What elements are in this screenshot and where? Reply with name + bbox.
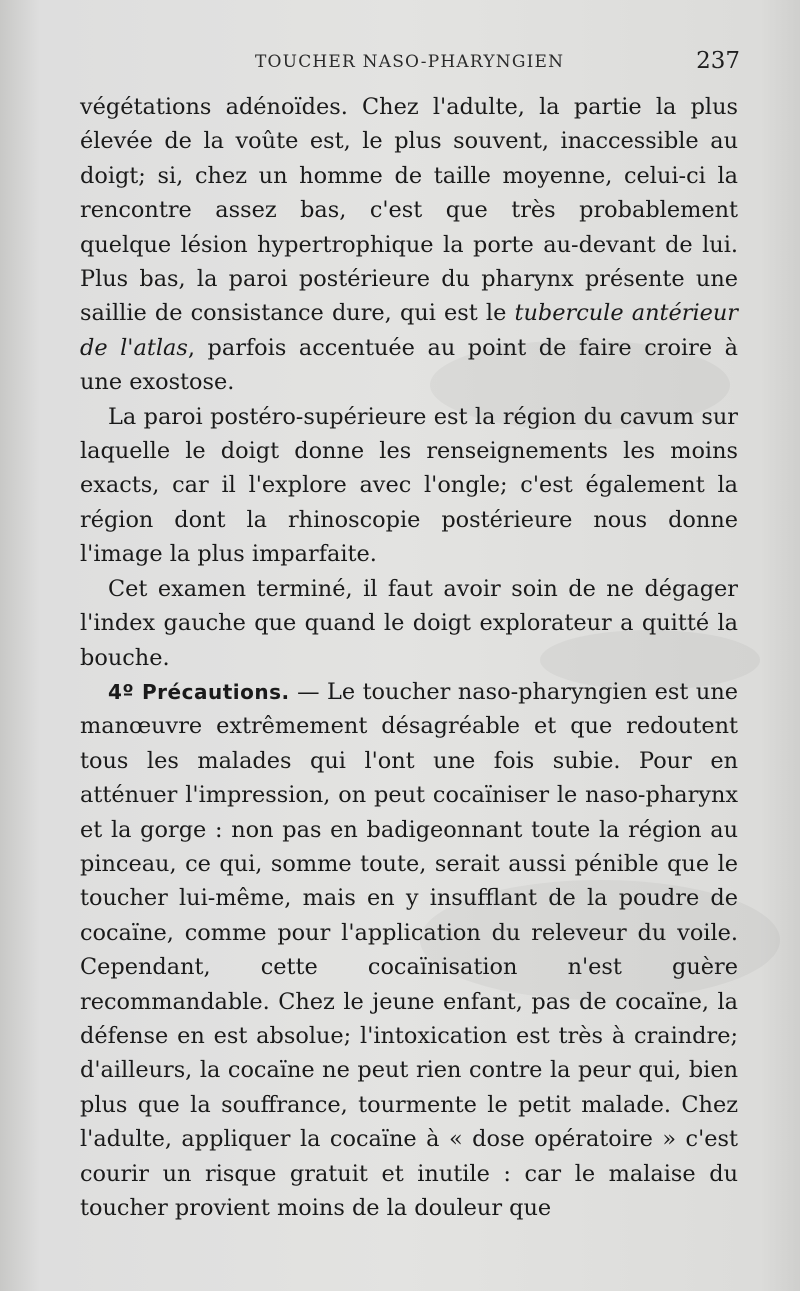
- running-head: [80, 48, 740, 78]
- paragraph: La paroi postéro-supérieure est la région du cavum sur laquelle le doigt donne les renseignements les moins exacts, car il l'explore avec l'ongle; c'est également la région dont la rhinoscopie postérieure nous donne l'image la plus imparfaite.: [80, 403, 738, 568]
- section-heading: 4º Précautions.: [108, 679, 290, 704]
- body-text: [80, 90, 738, 1225]
- page-number: 237: [696, 48, 740, 74]
- italic-term: tubercule antérieur de l'atlas: [80, 300, 738, 361]
- paragraph-text: , parfois accentuée au point de faire croire à une exostose.: [80, 334, 738, 396]
- paragraph: [80, 90, 738, 400]
- paragraph-text: — Le toucher naso-pharyngien est une manœuvre extrêmement désagréable et que redoutent tous les malades qui l'ont une fois subie. Pour en atténuer l'impression, on peut cocaïniser le naso-pharynx et la gorge : non pas en badigeonnant toute la région au pinceau, ce qui, somme toute, serait aussi pénible que le toucher lui-même, mais en y insufflant de la poudre de cocaïne, comme pour l'application du releveur du voile. Cependant, cette cocaïnisation n'est guère recommandable. Chez le jeune enfant, pas de cocaïne, la défense en est absolue; l'intoxication est très à craindre; d'ailleurs, la cocaïne ne peut rien contre la peur qui, bien plus que la souffrance, tourmente le petit malade. Chez l'adulte, appliquer la cocaïne à « dose opératoire » c'est courir un risque gratuit et inutile : car le malaise du toucher provient moins de la douleur que: [80, 678, 738, 1221]
- paragraph: [80, 675, 738, 1226]
- paragraph-text: végétations adénoïdes. Chez l'adulte, la partie la plus élevée de la voûte est, le plus souvent, inaccessible au doigt; si, chez un homme de taille moyenne, celui-ci la rencontre assez bas, c'est que très probablement quelque lésion hypertrophique la porte au-devant de lui. Plus bas, la paroi postérieure du pharynx présente une saillie de consistance dure, qui est le: [80, 94, 738, 327]
- running-title: TOUCHER NASO-PHARYNGIEN: [255, 52, 565, 72]
- paragraph: Cet examen terminé, il faut avoir soin de ne dégager l'index gauche que quand le doigt explorateur a quitté la bouche.: [80, 575, 738, 671]
